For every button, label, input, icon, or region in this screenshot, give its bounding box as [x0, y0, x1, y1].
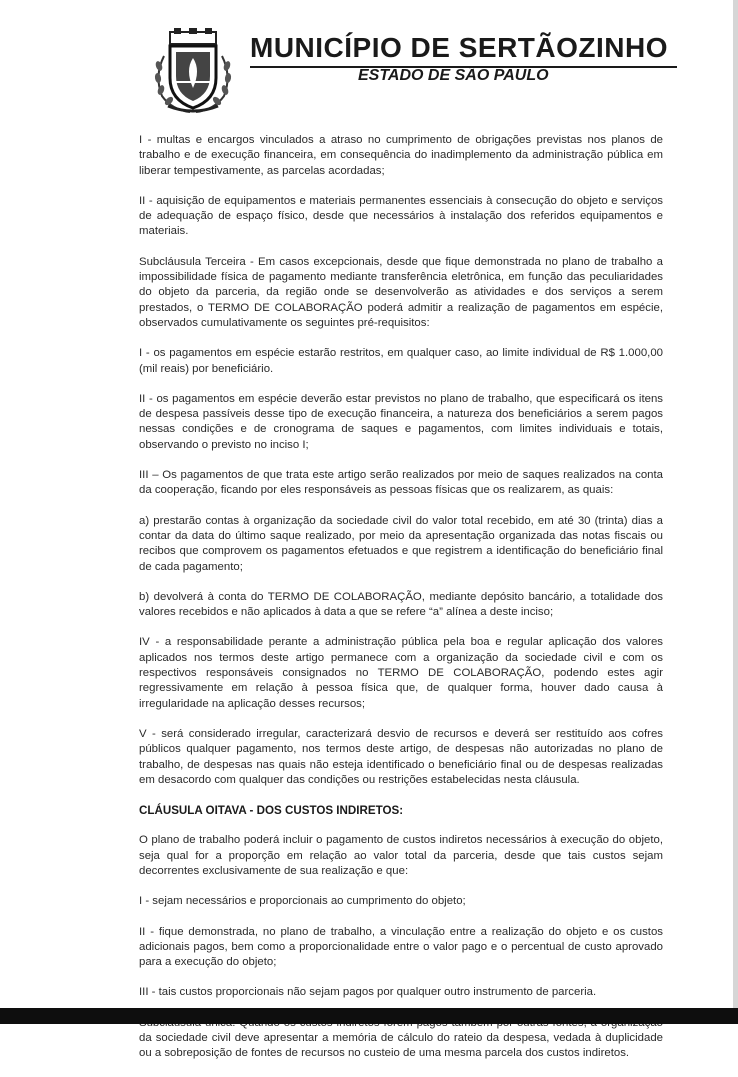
paragraph: II - os pagamentos em espécie deverão estar previstos no plano de trabalho, que especificará os itens de despesa passíveis desse tipo de execução financeira, a natureza dos beneficiários a serem pagos nessas condições e de cronograma de saques e pagamentos, com limites individuais e totais, observando o previsto no inciso I; [139, 392, 663, 451]
paragraph: IV - a responsabilidade perante a administração pública pela boa e regular aplicação dos valores aplicados nos termos deste artigo permanece com a organização da sociedade civil e com os respectivos responsáveis consignados no TERMO DE COLABORAÇÃO, podendo estes agir regressivamente em relação à pessoa física que, de qualquer forma, houver dado causa à irregularidade na aplicação desses recursos; [139, 636, 663, 710]
paragraph: da sociedade civil deve apresentar a memória de cálculo do rateio da despesa, vedada à duplicidade ou a sobreposição de fontes de recursos no custeio de uma mesma parcela dos custos indiretos. [139, 1032, 663, 1060]
clause-heading: CLÁUSULA OITAVA - DOS CUSTOS INDIRETOS: [139, 804, 404, 818]
paragraph: III - tais custos proporcionais não sejam pagos por qualquer outro instrumento de parceria. [139, 986, 597, 999]
paragraph: O plano de trabalho poderá incluir o pagamento de custos indiretos necessários à execução do objeto, seja qual for a proporção em relação ao valor total da parceria, desde que tais custos sejam decorrentes exclusivamente de sua realização e que: [139, 834, 663, 877]
municipality-title: MUNICÍPIO DE SERTÃOZINHO [250, 32, 669, 63]
paragraph: III – Os pagamentos de que trata este artigo serão realizados por meio de saques realizados na conta da cooperação, ficando por eles responsáveis as pessoas físicas que os realizarem, as quais: [139, 469, 663, 497]
paragraph: b) devolverá à conta do TERMO DE COLABORAÇÃO, mediante depósito bancário, a totalidade dos valores recebidos e não aplicados à data a que se refere “a” alínea a deste inciso; [139, 590, 663, 619]
paragraph: II - fique demonstrada, no plano de trabalho, a vinculação entre a realização do objeto e os custos adicionais pagos, bem como a proporcionalidade entre o valor pago e o percentual de custo aprovado para a execução do objeto; [139, 925, 663, 969]
scan-bottom-border [0, 1008, 738, 1024]
paragraph: II - aquisição de equipamentos e materiais permanentes essenciais à consecução do objeto e serviços de adequação de espaço físico, desde que necessários à instalação dos referidos equipamentos e materiais. [139, 194, 663, 238]
scan-edge [733, 0, 738, 1008]
document-body [139, 133, 663, 1077]
state-subtitle: ESTADO DE SÃO PAULO [358, 67, 549, 84]
coat-of-arms-icon [150, 26, 236, 116]
paragraph: V - será considerado irregular, caracterizará desvio de recursos e deverá ser restituído aos cofres públicos qualquer pagamento, nos termos deste artigo, de despesas não autorizadas no plano de trabalho, de despesas nas quais não esteja identificado o beneficiário final ou de despesas realizadas em desacordo com qualquer das condições ou restrições estabelecidas nesta cláusula. [139, 727, 663, 786]
paragraph: a) prestarão contas à organização da sociedade civil do valor total recebido, em até 30 (trinta) dias a contar da data do último saque realizado, por meio da apresentação organizada das notas fiscais ou recibos que comprovem os pagamentos efetuados e que registrem a identificação do beneficiário final de cada pagamento; [139, 514, 663, 573]
paragraph: I - multas e encargos vinculados a atraso no cumprimento de obrigações previstas nos planos de trabalho e de execução financeira, em consequência do inadimplemento da administração pública em liberar tempestivamente, as parcelas acordadas; [139, 134, 663, 177]
paragraph: I - os pagamentos em espécie estarão restritos, em qualquer caso, ao limite individual de R$ 1.000,00 (mil reais) por beneficiário. [139, 347, 663, 375]
paragraph: Subcláusula Terceira - Em casos excepcionais, desde que fique demonstrada no plano de trabalho a impossibilidade física de pagamento mediante transferência eletrônica, em função das peculiaridades do objeto da parceria, da região onde se desenvolverão as atividades e dos serviços a serem prestados, o TERMO DE COLABORAÇÃO poderá admitir a realização de pagamentos em espécie, observados cumulativamente os seguintes pré-requisitos: [139, 255, 663, 329]
paragraph: I - sejam necessários e proporcionais ao cumprimento do objeto; [139, 895, 466, 908]
letterhead [0, 0, 738, 120]
